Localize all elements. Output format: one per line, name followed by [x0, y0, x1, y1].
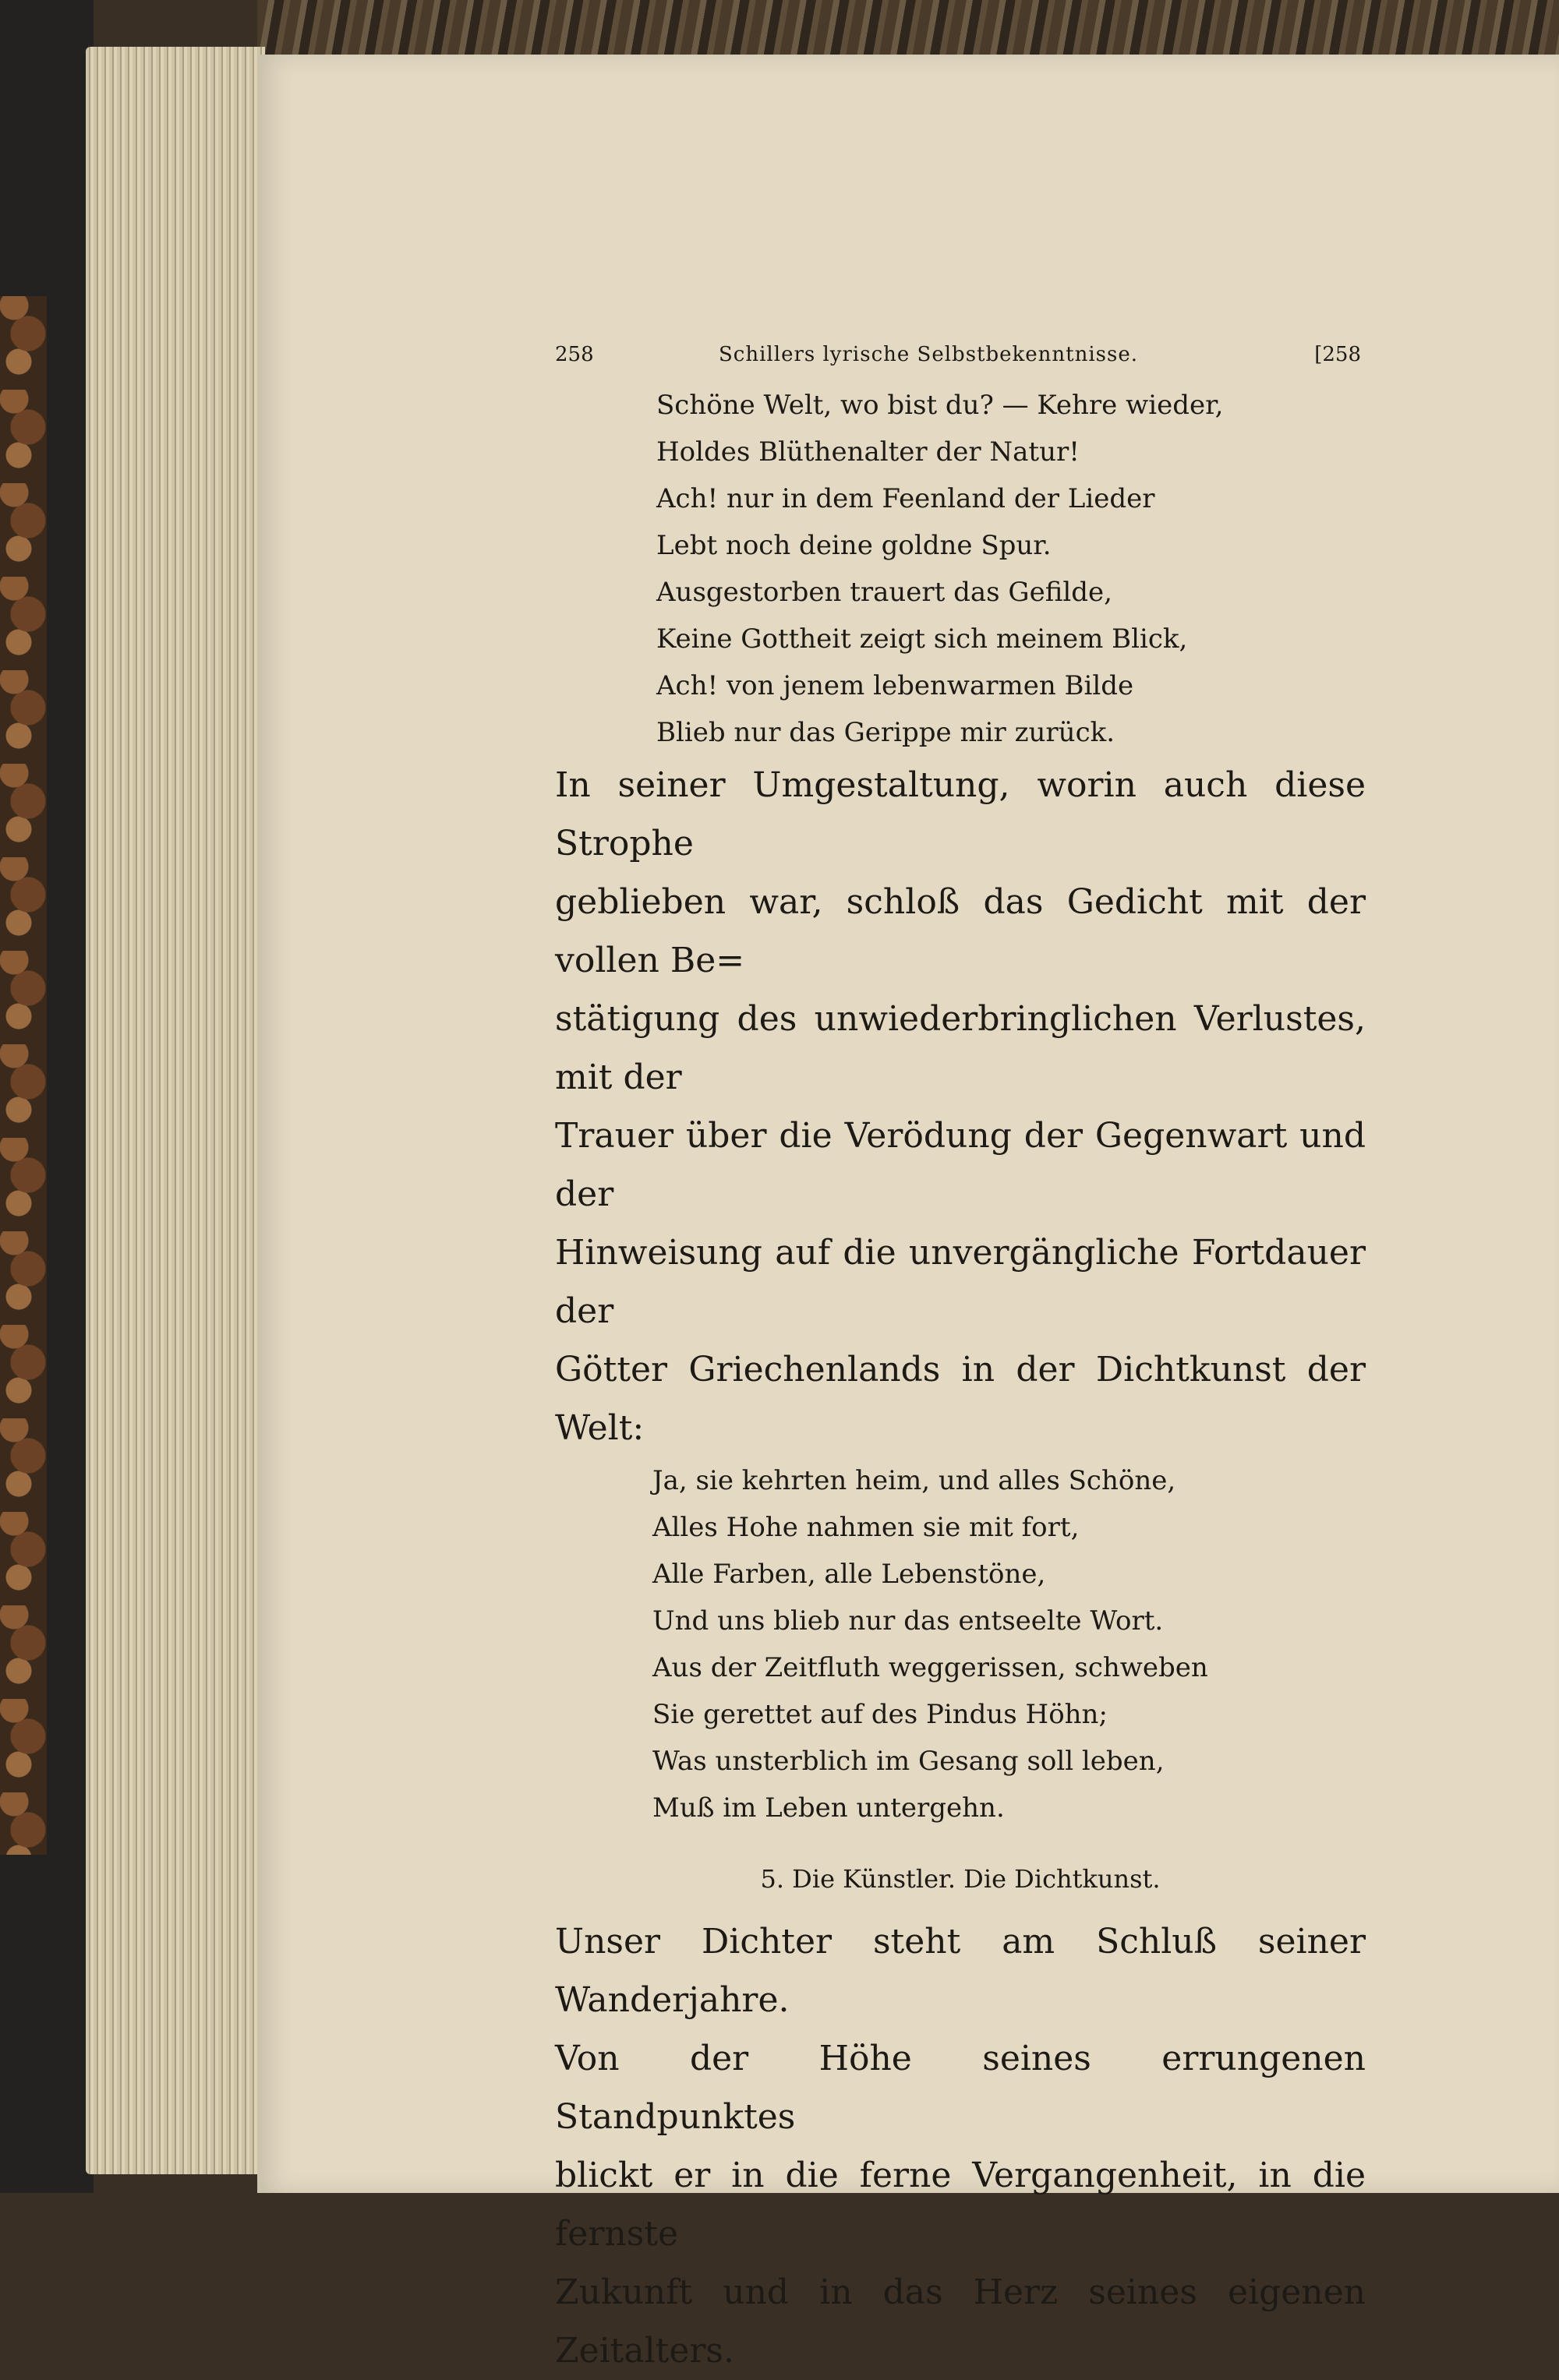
verse-stanza-1	[656, 382, 1366, 756]
running-head	[555, 335, 1366, 382]
prose-paragraph-2	[555, 1912, 1366, 2380]
page-number-right: [258	[1314, 343, 1361, 366]
page-number-left: 258	[555, 343, 594, 366]
prose-line: blickt er in die ferne Vergangenheit, in die fernste	[555, 2156, 1366, 2254]
prose-line: Hinweisung auf die unvergängliche Fortdauer der	[555, 1233, 1366, 1331]
verse-line: Ach! von jenem lebenwarmen Bilde	[656, 670, 1134, 701]
verse-line: Lebt noch deine goldne Spur.	[656, 530, 1052, 561]
verse-line: Schöne Welt, wo bist du? — Kehre wieder,	[656, 390, 1224, 421]
verse-line: Keine Gottheit zeigt sich meinem Blick,	[656, 623, 1188, 655]
verse-line: Blieb nur das Gerippe mir zurück.	[656, 717, 1115, 748]
prose-line: Von der Höhe seines errungenen Standpunktes	[555, 2039, 1366, 2137]
marbled-cover-top	[257, 0, 1559, 55]
running-head-title: Schillers lyrische Selbstbekenntnisse.	[719, 343, 1138, 366]
verse-line: Holdes Blüthenalter der Natur!	[656, 436, 1080, 468]
verse-line: Und uns blieb nur das entseelte Wort.	[652, 1605, 1164, 1637]
prose-line: Zukunft und in das Herz seines eigenen Zeitalters.	[555, 2272, 1366, 2371]
page-content	[555, 335, 1366, 2380]
prose-line: In seiner Umgestaltung, worin auch diese Strophe	[555, 765, 1366, 863]
prose-paragraph-1	[555, 756, 1366, 1457]
verse-line: Sie gerettet auf des Pindus Höhn;	[652, 1699, 1108, 1730]
page-edges	[86, 47, 265, 2174]
prose-line: Götter Griechenlands in der Dichtkunst der Welt:	[555, 1350, 1366, 1448]
verse-line: Ach! nur in dem Feenland der Lieder	[656, 483, 1155, 514]
verse-line: Muß im Leben untergehn.	[652, 1792, 1005, 1824]
prose-line: Unser Dichter steht am Schluß seiner Wanderjahre.	[555, 1922, 1366, 2020]
verse-line: Alle Farben, alle Lebenstöne,	[652, 1559, 1046, 1590]
verse-line: Ja, sie kehrten heim, und alles Schöne,	[652, 1465, 1176, 1496]
verse-line: Ausgestorben trauert das Gefilde,	[656, 577, 1112, 608]
verse-line: Was unsterblich im Gesang soll leben,	[652, 1746, 1165, 1777]
verse-line: Aus der Zeitfluth weggerissen, schweben	[652, 1652, 1208, 1683]
section-title: 5. Die Künstler. Die Dichtkunst.	[760, 1864, 1161, 1894]
prose-line: geblieben war, schloß das Gedicht mit der vollen Be=	[555, 882, 1366, 980]
marbled-cover-edge	[0, 296, 47, 1855]
prose-line: stätigung des unwiederbringlichen Verlustes, mit der	[555, 999, 1366, 1097]
verse-line: Alles Hohe nahmen sie mit fort,	[652, 1512, 1080, 1543]
prose-line: Trauer über die Verödung der Gegenwart und der	[555, 1116, 1366, 1214]
verse-stanza-2	[652, 1457, 1366, 1831]
